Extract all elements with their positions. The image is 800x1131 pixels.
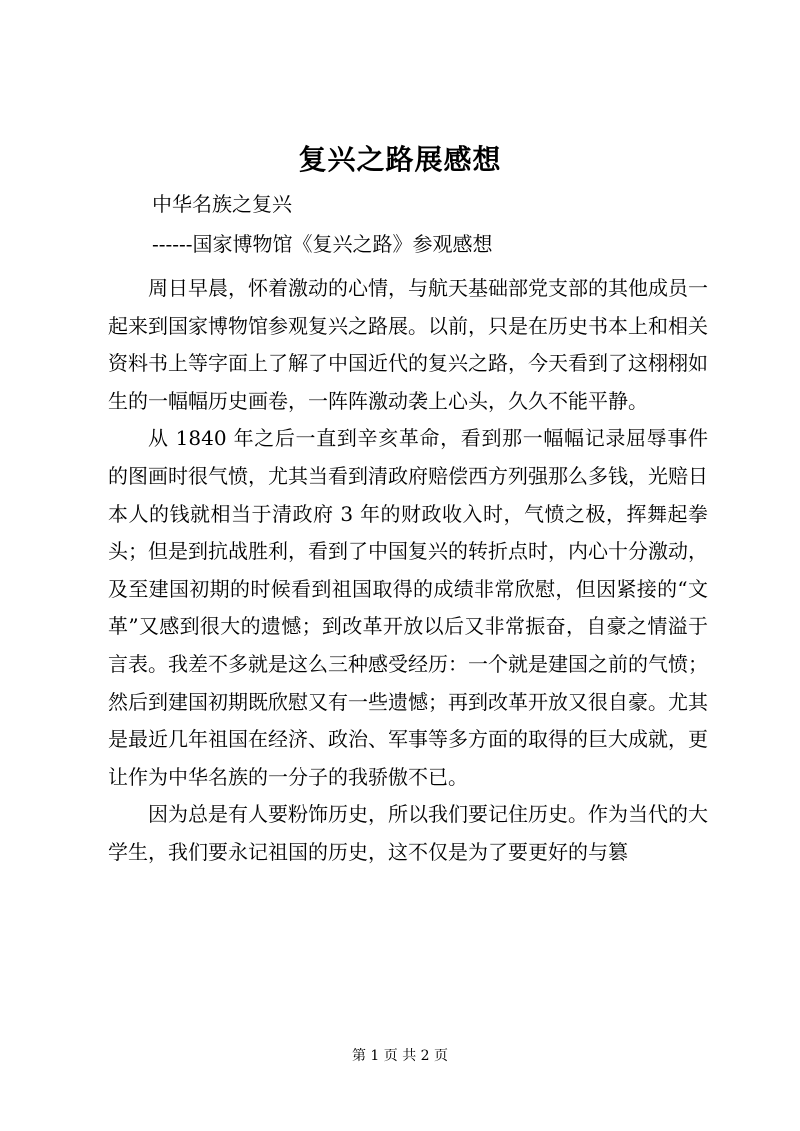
document-body bbox=[108, 270, 708, 872]
page-footer: 第 1 页 共 2 页 bbox=[351, 1048, 449, 1064]
document-title: 复兴之路展感想 bbox=[298, 143, 502, 176]
body-paragraph: 从 1840 年之后一直到辛亥革命，看到那一幅幅记录屈辱事件的图画时很气愤，尤其当看到清政府赔偿西方列强那么多钱，光赔日本人的钱就相当于清政府 3 年的财政收入时，气愤之极，挥舞起拳头；但是到抗战胜利，看到了中国复兴的转折点时，内心十分激动，及至建国初期的时候看到祖国取得的成绩非常欣慰，但因紧接的“文革”又感到很大的遗憾；到改革开放以后又非常振奋，自豪之情溢于言表。我差不多就是这么三种感受经历：一个就是建国之前的气愤；然后到建国初期既欣慰又有一些遗憾；再到改革开放又很自豪。尤其是最近几年祖国在经济、政治、军事等多方面的取得的巨大成就，更让作为中华名族的一分子的我骄傲不已。 bbox=[108, 426, 708, 789]
subtitle-caption: ------国家博物馆《复兴之路》参观感想 bbox=[152, 232, 493, 256]
body-paragraph: 因为总是有人要粉饰历史，所以我们要记住历史。作为当代的大学生，我们要永记祖国的历史，这不仅是为了要更好的与篡 bbox=[108, 802, 708, 864]
body-paragraph: 周日早晨，怀着激动的心情，与航天基础部党支部的其他成员一起来到国家博物馆参观复兴之路展。以前，只是在历史书本上和相关资料书上等字面上了解了中国近代的复兴之路，今天看到了这栩栩如生的一幅幅历史画卷，一阵阵激动袭上心头，久久不能平静。 bbox=[108, 276, 708, 413]
subtitle-heading: 中华名族之复兴 bbox=[152, 192, 292, 216]
